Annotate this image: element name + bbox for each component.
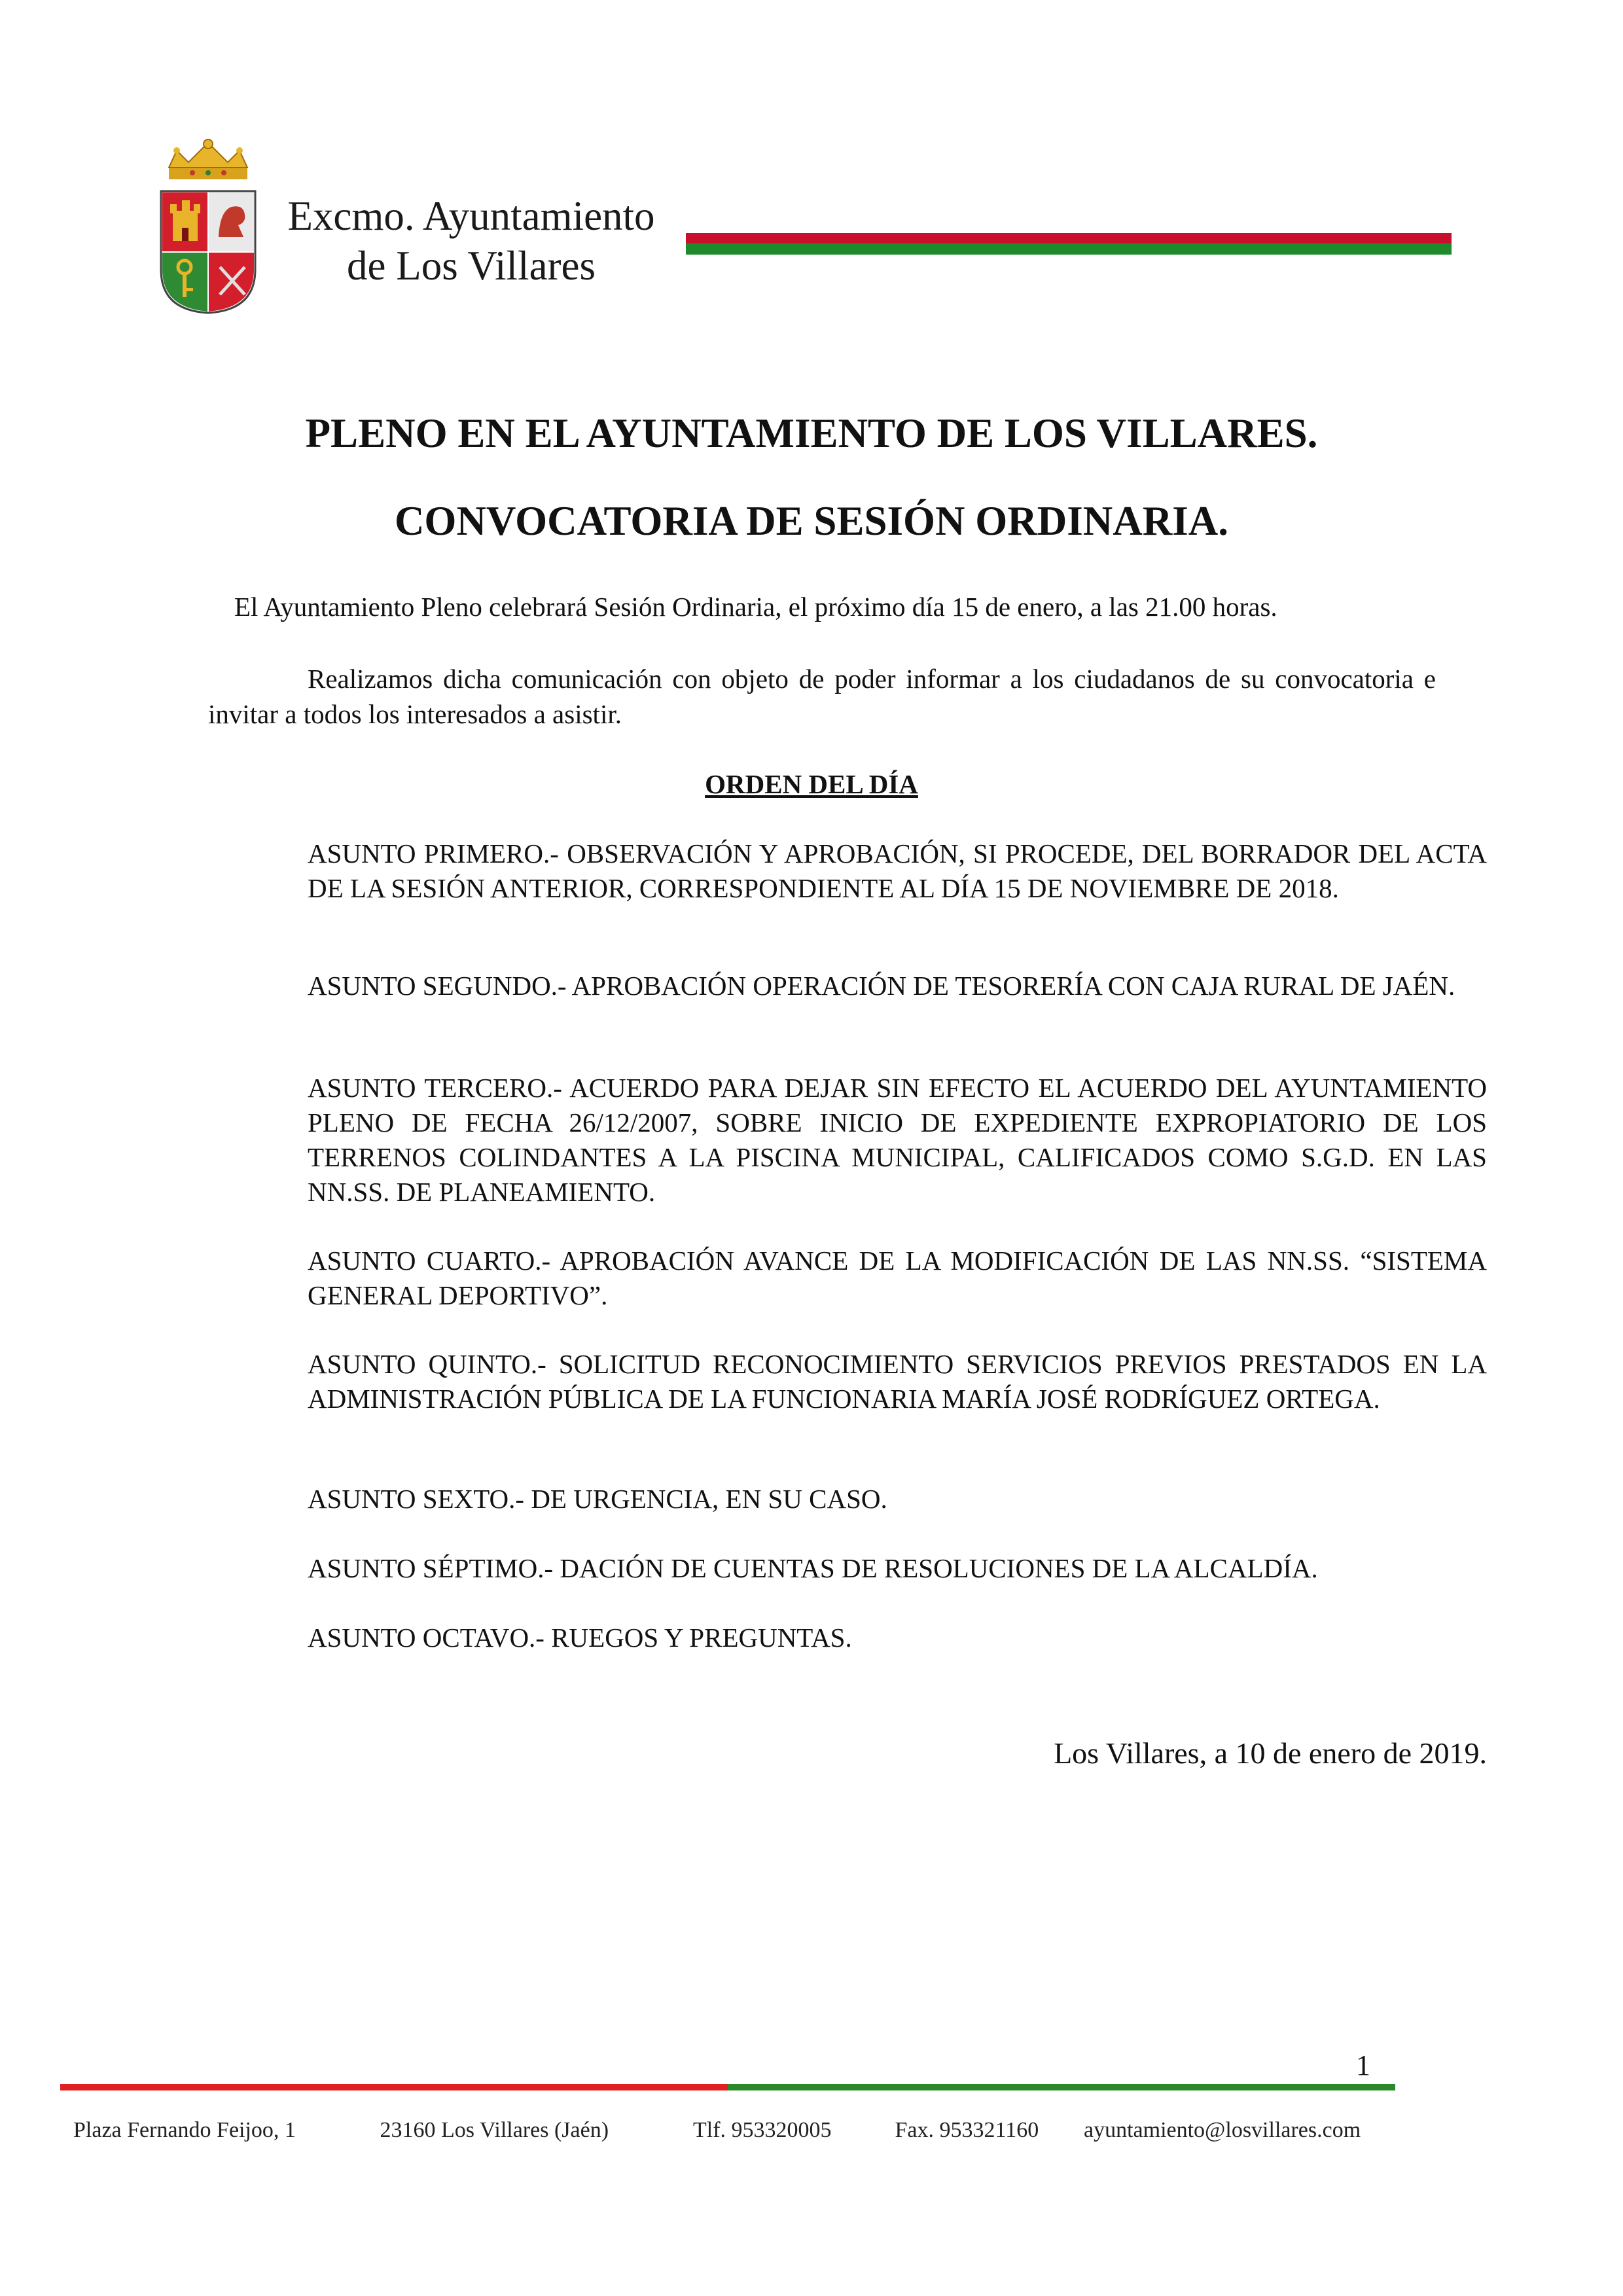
- agenda-item: ASUNTO CUARTO.- APROBACIÓN AVANCE DE LA MODIFICACIÓN DE LAS NN.SS. “SISTEMA GENERAL DEPORTIVO”.: [308, 1246, 1487, 1310]
- coat-of-arms-logo: [157, 139, 259, 315]
- footer-contact: [73, 2118, 1361, 2143]
- footer-phone: Tlf. 953320005: [693, 2118, 832, 2142]
- agenda-item: ASUNTO PRIMERO.- OBSERVACIÓN Y APROBACIÓN, SI PROCEDE, DEL BORRADOR DEL ACTA DE LA SESIÓN ANTERIOR, CORRESPONDIENTE AL DÍA 15 DE NOVIEMBRE DE 2018.: [308, 838, 1487, 903]
- header-green-stripe: [686, 243, 1452, 255]
- footer-city: 23160 Los Villares (Jaén): [380, 2118, 609, 2142]
- document-subtitle: CONVOCATORIA DE SESIÓN ORDINARIA.: [394, 498, 1229, 544]
- header-color-band: [686, 233, 1452, 255]
- organization-name-line-2: de Los Villares: [347, 243, 596, 289]
- page-number: 1: [1356, 2049, 1370, 2081]
- organization-name-line-1: Excmo. Ayuntamiento: [287, 193, 655, 239]
- place-and-date: Los Villares, a 10 de enero de 2019.: [1054, 1736, 1487, 1770]
- agenda-item: ASUNTO QUINTO.- SOLICITUD RECONOCIMIENTO SERVICIOS PREVIOS PRESTADOS EN LA ADMINISTRACIÓN PÚBLICA DE LA FUNCIONARIA MARÍA JOSÉ RODRÍGUEZ ORTEGA.: [308, 1349, 1487, 1414]
- body-paragraph: Realizamos dicha comunicación con objeto de poder informar a los ciudadanos de su convocatoria e invitar a todos los interesados a asistir.: [208, 664, 1436, 729]
- footer-color-band: [60, 2084, 1395, 2090]
- agenda-heading: ORDEN DEL DÍA: [705, 769, 918, 799]
- agenda-item: ASUNTO TERCERO.- ACUERDO PARA DEJAR SIN EFECTO EL ACUERDO DEL AYUNTAMIENTO PLENO DE FECHA 26/12/2007, SOBRE INICIO DE EXPEDIENTE EXPROPIATORIO DE LOS TERRENOS COLINDANTES A LA PISCINA MUNICIPAL, CALIFICADOS COMO S.G.D. EN LAS NN.SS. DE PLANEAMIENTO.: [308, 1073, 1487, 1207]
- shield-icon: [161, 191, 255, 313]
- agenda-item: ASUNTO SÉPTIMO.- DACIÓN DE CUENTAS DE RESOLUCIONES DE LA ALCALDÍA.: [308, 1553, 1318, 1583]
- footer-red-stripe: [60, 2084, 728, 2090]
- agenda-item: ASUNTO OCTAVO.- RUEGOS Y PREGUNTAS.: [308, 1623, 852, 1653]
- agenda-item: ASUNTO SEGUNDO.- APROBACIÓN OPERACIÓN DE TESORERÍA CON CAJA RURAL DE JAÉN.: [308, 971, 1455, 1001]
- footer-address: Plaza Fernando Feijoo, 1: [73, 2118, 296, 2142]
- footer-fax: Fax. 953321160: [895, 2118, 1039, 2142]
- footer-green-stripe: [728, 2084, 1395, 2090]
- header-red-stripe: [686, 233, 1452, 243]
- intro-paragraph: El Ayuntamiento Pleno celebrará Sesión Ordinaria, el próximo día 15 de enero, a las 21.00 horas.: [234, 592, 1277, 622]
- agenda-item: ASUNTO SEXTO.- DE URGENCIA, EN SU CASO.: [308, 1484, 887, 1514]
- footer-email-link[interactable]: ayuntamiento@losvillares.com: [1084, 2118, 1361, 2142]
- organization-name: [275, 191, 668, 291]
- crown-icon: [169, 139, 247, 179]
- document-title: PLENO EN EL AYUNTAMIENTO DE LOS VILLARES.: [305, 410, 1318, 456]
